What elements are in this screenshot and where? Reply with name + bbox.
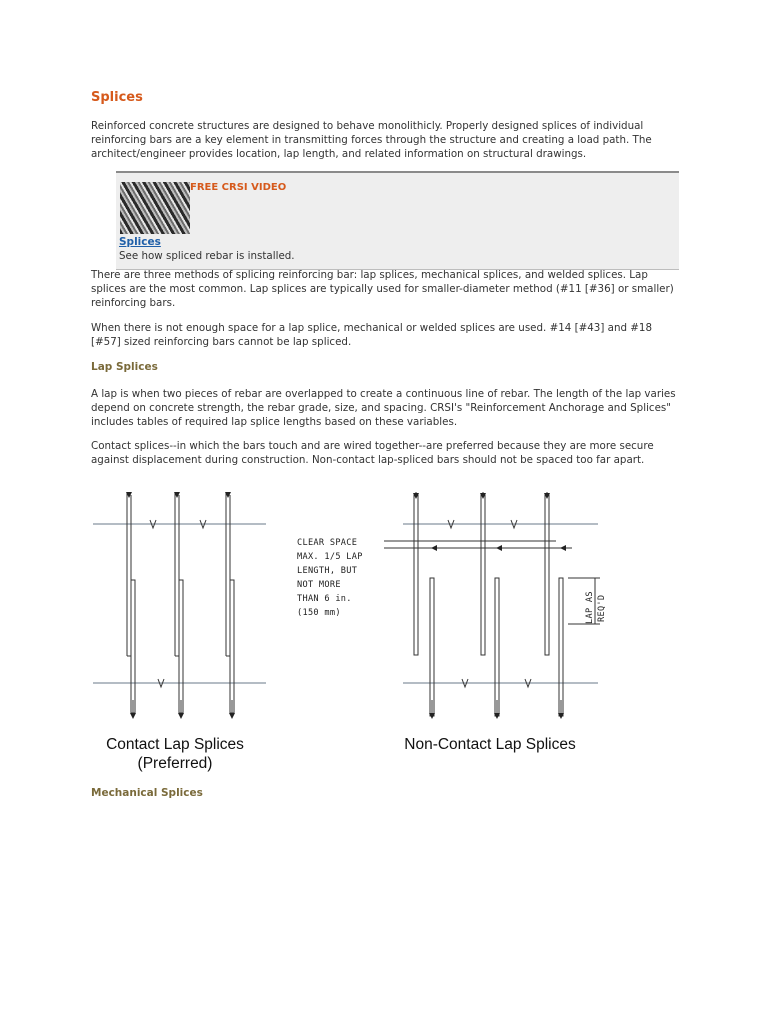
note-line-5: THAN 6 in. <box>297 594 352 604</box>
contact-lap-drawing <box>93 492 266 716</box>
video-label: FREE CRSI VIDEO <box>190 182 287 193</box>
video-thumbnail[interactable] <box>120 182 190 234</box>
note-line-1: CLEAR SPACE <box>297 538 358 548</box>
video-description: See how spliced rebar is installed. <box>119 250 295 262</box>
caption-non-contact: Non-Contact Lap Splices <box>404 736 576 753</box>
lap-paragraph: A lap is when two pieces of rebar are overlapped to create a continuous line of rebar. The length of the lap varies depend on concrete strength, the rebar grade, size, and spacing. CRSI's "Reinforcement Anchorage and Splices" includes tables of required lap splice lengths based on these variables. <box>91 388 676 428</box>
intro-paragraph: Reinforced concrete structures are designed to behave monolithicly. Properly designed splices of individual reinforcing bars are a key element in transmitting forces through the structure and creating a load path. The architect/engineer provides location, lap length, and related information on structural drawings. <box>91 120 652 160</box>
methods-paragraph: There are three methods of splicing reinforcing bar: lap splices, mechanical splices, and welded splices. Lap splices are the most common. Lap splices are typically used for smaller-diameter method (#11 [#36] or smaller) reinforcing bars. <box>91 269 674 309</box>
lap-label-1: LAP AS <box>585 591 595 624</box>
non-contact-lap-drawing <box>384 492 600 716</box>
note-line-3: LENGTH, BUT <box>297 566 358 576</box>
note-line-6: (150 mm) <box>297 608 341 618</box>
video-link[interactable]: Splices <box>119 236 161 248</box>
note-line-2: MAX. 1/5 LAP <box>297 552 363 562</box>
caption-contact-line-1: Contact Lap Splices <box>106 736 244 753</box>
caption-contact <box>90 735 260 773</box>
lap-label-2: REQ'D <box>597 594 607 622</box>
contact-paragraph: Contact splices--in which the bars touch and are wired together--are preferred because they are more secure against displacement during construction. Non-contact lap-spliced bars should not be spaced too far apart. <box>91 440 654 466</box>
lap-splices-heading: Lap Splices <box>91 361 158 373</box>
video-box <box>116 171 679 270</box>
mechanical-splices-heading: Mechanical Splices <box>91 787 203 799</box>
space-paragraph: When there is not enough space for a lap splice, mechanical or welded splices are used. #14 [#43] and #18 [#57] sized reinforcing bars cannot be lap spliced. <box>91 322 653 348</box>
caption-contact-line-2: (Preferred) <box>137 755 213 772</box>
page-title: Splices <box>91 90 143 105</box>
note-line-4: NOT MORE <box>297 580 341 590</box>
